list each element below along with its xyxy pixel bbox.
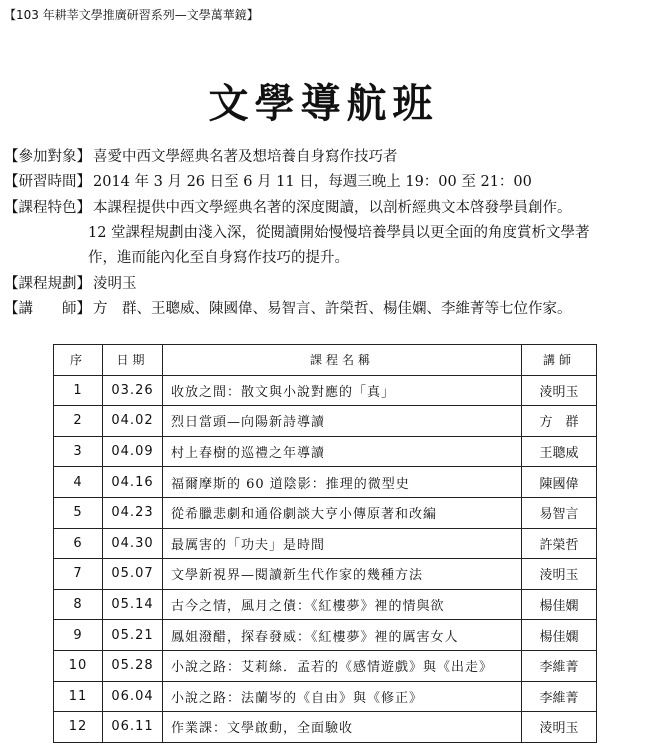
row-date: 06.04 (103, 681, 163, 712)
planner-row (4, 272, 644, 293)
row-no: 6 (54, 528, 103, 559)
row-course: 古今之情，風月之債：《紅樓夢》裡的情與欲 (163, 589, 522, 620)
audience-row (4, 145, 644, 166)
row-no: 10 (54, 650, 103, 681)
table-row (54, 681, 597, 712)
table-row (54, 712, 597, 743)
feature-row (4, 196, 644, 217)
table-row (54, 559, 597, 590)
row-date: 06.11 (103, 712, 163, 743)
row-lecturer: 易智言 (522, 497, 597, 528)
row-course: 作業課：文學啟動，全面驗收 (163, 712, 522, 743)
row-lecturer: 楊佳嫻 (522, 620, 597, 651)
row-lecturer: 陳國偉 (522, 467, 597, 498)
schedule-table (53, 344, 597, 743)
audience-value: 喜愛中西文學經典名著及想培養自身寫作技巧者 (93, 149, 398, 165)
header-line: 【103 年耕莘文學推廣研習系列—文學萬華鏡】 (4, 8, 259, 22)
table-row (54, 467, 597, 498)
row-course: 小說之路：艾莉絲．孟若的《感情遊戲》與《出走》 (163, 650, 522, 681)
row-course: 村上春樹的巡禮之年導讀 (163, 436, 522, 467)
row-no: 1 (54, 375, 103, 406)
table-row (54, 375, 597, 406)
row-date: 04.02 (103, 406, 163, 437)
row-no: 12 (54, 712, 103, 743)
row-date: 05.21 (103, 620, 163, 651)
row-course: 鳳姐潑醋，探春發威：《紅樓夢》裡的厲害女人 (163, 620, 522, 651)
row-course: 福爾摩斯的 60 道陰影：推理的微型史 (163, 467, 522, 498)
row-date: 04.23 (103, 497, 163, 528)
row-no: 9 (54, 620, 103, 651)
row-no: 4 (54, 467, 103, 498)
row-no: 7 (54, 559, 103, 590)
table-header-row (54, 345, 597, 376)
row-course: 收放之間：散文與小說對應的「真」 (163, 375, 522, 406)
table-row (54, 436, 597, 467)
row-course: 文學新視界—閱讀新生代作家的幾種方法 (163, 559, 522, 590)
lecturer-row (4, 297, 644, 318)
row-date: 04.16 (103, 467, 163, 498)
table-row (54, 497, 597, 528)
row-date: 04.09 (103, 436, 163, 467)
row-date: 03.26 (103, 375, 163, 406)
row-lecturer: 方 群 (522, 406, 597, 437)
planner-value: 淩明玉 (93, 276, 137, 292)
header-date: 日期 (103, 345, 163, 376)
row-course: 最厲害的「功夫」是時間 (163, 528, 522, 559)
table-row (54, 620, 597, 651)
header-course: 課程名稱 (163, 345, 522, 376)
lecturer-label: 【講 師】 (4, 301, 91, 317)
row-lecturer: 王聰威 (522, 436, 597, 467)
row-lecturer: 李維菁 (522, 681, 597, 712)
lecturer-value: 方 群、王聰威、陳國偉、易智言、許榮哲、楊佳嫻、李維菁等七位作家。 (93, 301, 572, 317)
row-no: 2 (54, 406, 103, 437)
feature-line-2: 12 堂課程規劃由淺入深，從閱讀開始慢慢培養學員以更全面的角度賞析文學著 (88, 225, 590, 241)
header-lecturer: 講師 (522, 345, 597, 376)
row-no: 5 (54, 497, 103, 528)
time-value: 2014 年 3 月 26 日至 6 月 11 日，每週三晚上 19：00 至 21：00 (93, 174, 532, 190)
row-no: 3 (54, 436, 103, 467)
row-lecturer: 李維菁 (522, 650, 597, 681)
feature-line-1: 本課程提供中西文學經典名著的深度閱讀，以剖析經典文本啓發學員創作。 (93, 200, 572, 216)
row-course: 從希臘悲劇和通俗劇談大亨小傳原著和改編 (163, 497, 522, 528)
feature-line-3: 作，進而能內化至自身寫作技巧的提升。 (88, 250, 349, 266)
row-lecturer: 淩明玉 (522, 375, 597, 406)
row-date: 05.07 (103, 559, 163, 590)
row-course: 小說之路：法蘭岑的《自由》與《修正》 (163, 681, 522, 712)
time-row (4, 170, 644, 191)
row-date: 04.30 (103, 528, 163, 559)
row-date: 05.14 (103, 589, 163, 620)
table-row (54, 589, 597, 620)
page-title: 文學導航班 (208, 81, 439, 127)
row-lecturer: 淩明玉 (522, 712, 597, 743)
time-label: 【研習時間】 (4, 174, 91, 190)
row-no: 11 (54, 681, 103, 712)
table-row (54, 650, 597, 681)
table-row (54, 528, 597, 559)
row-course: 烈日當頭—向陽新詩導讀 (163, 406, 522, 437)
row-lecturer: 淩明玉 (522, 559, 597, 590)
audience-label: 【參加對象】 (4, 149, 91, 165)
row-lecturer: 許榮哲 (522, 528, 597, 559)
row-no: 8 (54, 589, 103, 620)
header-no: 序 (54, 345, 103, 376)
table-row (54, 406, 597, 437)
row-date: 05.28 (103, 650, 163, 681)
feature-label: 【課程特色】 (4, 200, 91, 216)
planner-label: 【課程規劃】 (4, 276, 91, 292)
row-lecturer: 楊佳嫻 (522, 589, 597, 620)
